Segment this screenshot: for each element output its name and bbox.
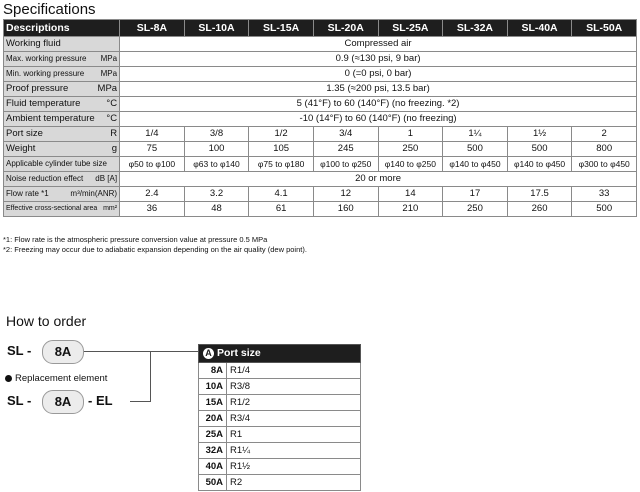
model-header: SL-8A xyxy=(120,20,185,37)
cell-value: φ75 to φ180 xyxy=(249,157,314,172)
cell-value: 1½ xyxy=(507,127,572,142)
cell-value: 105 xyxy=(249,142,314,157)
order-size-oval: 8A xyxy=(42,340,84,364)
label-unit: MPa xyxy=(100,54,118,63)
spec-row-port-size xyxy=(4,127,637,142)
spec-row-effective-area xyxy=(4,202,637,217)
row-value: 20 or more xyxy=(120,172,637,187)
spec-row-tube-size xyxy=(4,157,637,172)
model-header: SL-25A xyxy=(378,20,443,37)
spec-row-flow-rate xyxy=(4,187,637,202)
port-code: 25A xyxy=(199,427,227,443)
spec-row-min-pressure xyxy=(4,67,637,82)
cell-value: φ140 to φ450 xyxy=(507,157,572,172)
cell-value: 160 xyxy=(313,202,378,217)
cell-value: φ140 to φ250 xyxy=(378,157,443,172)
port-row xyxy=(199,475,361,491)
descriptions-header: Descriptions xyxy=(4,20,120,37)
row-value: 0 (=0 psi, 0 bar) xyxy=(120,67,637,82)
port-size-header-cell xyxy=(199,345,361,363)
footnotes xyxy=(3,235,307,255)
label-text: Weight xyxy=(6,143,36,154)
label-text: Min. working pressure xyxy=(6,69,85,78)
label-unit: °C xyxy=(106,98,118,109)
port-row xyxy=(199,395,361,411)
spec-row-weight xyxy=(4,142,637,157)
model-header: SL-40A xyxy=(507,20,572,37)
port-value: R1/2 xyxy=(227,395,361,411)
connector-line xyxy=(130,401,151,402)
cell-value: 33 xyxy=(572,187,637,202)
port-code: 32A xyxy=(199,443,227,459)
row-label xyxy=(4,112,120,127)
footnote-1: *1: Flow rate is the atmospheric pressure conversion value at pressure 0.5 MPa xyxy=(3,235,268,244)
replacement-element-label xyxy=(5,373,107,384)
cell-value: 210 xyxy=(378,202,443,217)
cell-value: 2.4 xyxy=(120,187,185,202)
row-value: 1.35 (≈200 psi, 13.5 bar) xyxy=(120,82,637,97)
port-row xyxy=(199,379,361,395)
replacement-text: Replacement element xyxy=(15,373,108,384)
spec-row-fluid-temperature xyxy=(4,97,637,112)
circle-a-badge: A xyxy=(203,348,214,359)
label-unit: g xyxy=(111,143,118,154)
spec-header-row xyxy=(4,20,637,37)
footnote-2: *2: Freezing may occur due to adiabatic expansion depending on the air quality (dew point). xyxy=(3,245,307,254)
spec-row-noise xyxy=(4,172,637,187)
port-row xyxy=(199,427,361,443)
model-header: SL-20A xyxy=(313,20,378,37)
cell-value: φ63 to φ140 xyxy=(184,157,249,172)
cell-value: φ300 to φ450 xyxy=(572,157,637,172)
cell-value: 17 xyxy=(443,187,508,202)
port-value: R1½ xyxy=(227,459,361,475)
cell-value: 2 xyxy=(572,127,637,142)
how-to-order-title: How to order xyxy=(6,313,87,329)
cell-value: 800 xyxy=(572,142,637,157)
replacement-code-prefix: SL - xyxy=(7,393,32,408)
cell-value: 1/4 xyxy=(120,127,185,142)
port-value: R1/4 xyxy=(227,363,361,379)
model-header: SL-50A xyxy=(572,20,637,37)
port-row xyxy=(199,459,361,475)
cell-value: 250 xyxy=(378,142,443,157)
specifications-title: Specifications xyxy=(3,1,96,18)
connector-line xyxy=(150,351,151,401)
spec-row-max-pressure xyxy=(4,52,637,67)
port-code: 8A xyxy=(199,363,227,379)
cell-value: 260 xyxy=(507,202,572,217)
port-value: R2 xyxy=(227,475,361,491)
specifications-table xyxy=(3,19,637,217)
cell-value: φ140 to φ450 xyxy=(443,157,508,172)
cell-value: 500 xyxy=(507,142,572,157)
label-text: Port size xyxy=(6,128,43,139)
port-row xyxy=(199,411,361,427)
cell-value: 17.5 xyxy=(507,187,572,202)
port-code: 40A xyxy=(199,459,227,475)
port-value: R1 xyxy=(227,427,361,443)
row-value: 5 (41°F) to 60 (140°F) (no freezing. *2) xyxy=(120,97,637,112)
cell-value: 12 xyxy=(313,187,378,202)
port-size-header xyxy=(199,345,361,363)
cell-value: 1/2 xyxy=(249,127,314,142)
row-value: -10 (14°F) to 60 (140°F) (no freezing) xyxy=(120,112,637,127)
label-unit: R xyxy=(110,128,118,139)
port-code: 10A xyxy=(199,379,227,395)
row-label xyxy=(4,202,120,217)
cell-value: φ50 to φ100 xyxy=(120,157,185,172)
label-unit: MPa xyxy=(100,69,118,78)
label-text: Flow rate *1 xyxy=(6,189,49,198)
port-size-title: Port size xyxy=(217,347,261,359)
model-header: SL-10A xyxy=(184,20,249,37)
port-code: 50A xyxy=(199,475,227,491)
port-row xyxy=(199,363,361,379)
connector-line xyxy=(84,351,198,352)
port-row xyxy=(199,443,361,459)
model-header: SL-15A xyxy=(249,20,314,37)
row-label xyxy=(4,172,120,187)
cell-value: 48 xyxy=(184,202,249,217)
cell-value: 250 xyxy=(443,202,508,217)
label-text: Working fluid xyxy=(6,38,61,49)
cell-value: φ100 to φ250 xyxy=(313,157,378,172)
cell-value: 4.1 xyxy=(249,187,314,202)
row-label xyxy=(4,37,120,52)
row-label xyxy=(4,97,120,112)
port-code: 15A xyxy=(199,395,227,411)
cell-value: 36 xyxy=(120,202,185,217)
spec-row-ambient-temperature xyxy=(4,112,637,127)
label-unit: °C xyxy=(106,113,118,124)
row-label xyxy=(4,52,120,67)
cell-value: 3.2 xyxy=(184,187,249,202)
cell-value: 3/4 xyxy=(313,127,378,142)
label-unit: MPa xyxy=(97,83,118,94)
row-label xyxy=(4,82,120,97)
replacement-size-oval: 8A xyxy=(42,390,84,414)
order-code-prefix: SL - xyxy=(7,343,32,358)
spec-row-proof-pressure xyxy=(4,82,637,97)
label-unit: mm² xyxy=(103,205,118,212)
model-header: SL-32A xyxy=(443,20,508,37)
cell-value: 100 xyxy=(184,142,249,157)
row-label xyxy=(4,157,120,172)
label-unit: m³/min(ANR) xyxy=(70,189,118,198)
port-size-table xyxy=(198,344,361,491)
cell-value: 1 xyxy=(378,127,443,142)
label-text: Ambient temperature xyxy=(6,113,95,124)
row-label xyxy=(4,127,120,142)
replacement-code-suffix: - EL xyxy=(88,393,113,408)
row-value: 0.9 (≈130 psi, 9 bar) xyxy=(120,52,637,67)
label-text: Applicable cylinder tube size xyxy=(6,159,107,168)
cell-value: 500 xyxy=(443,142,508,157)
cell-value: 1¼ xyxy=(443,127,508,142)
label-text: Effective cross-sectional area xyxy=(6,205,98,212)
spec-row-working-fluid xyxy=(4,37,637,52)
label-text: Max. working pressure xyxy=(6,54,87,63)
row-label xyxy=(4,187,120,202)
row-value: Compressed air xyxy=(120,37,637,52)
port-value: R3/4 xyxy=(227,411,361,427)
bullet-icon xyxy=(5,375,12,382)
cell-value: 75 xyxy=(120,142,185,157)
port-value: R1¼ xyxy=(227,443,361,459)
cell-value: 14 xyxy=(378,187,443,202)
cell-value: 245 xyxy=(313,142,378,157)
port-code: 20A xyxy=(199,411,227,427)
row-label xyxy=(4,67,120,82)
cell-value: 61 xyxy=(249,202,314,217)
port-value: R3/8 xyxy=(227,379,361,395)
row-label xyxy=(4,142,120,157)
label-unit: dB [A] xyxy=(95,174,118,183)
cell-value: 500 xyxy=(572,202,637,217)
label-text: Fluid temperature xyxy=(6,98,81,109)
label-text: Proof pressure xyxy=(6,83,69,94)
cell-value: 3/8 xyxy=(184,127,249,142)
label-text: Noise reduction effect xyxy=(6,174,84,183)
